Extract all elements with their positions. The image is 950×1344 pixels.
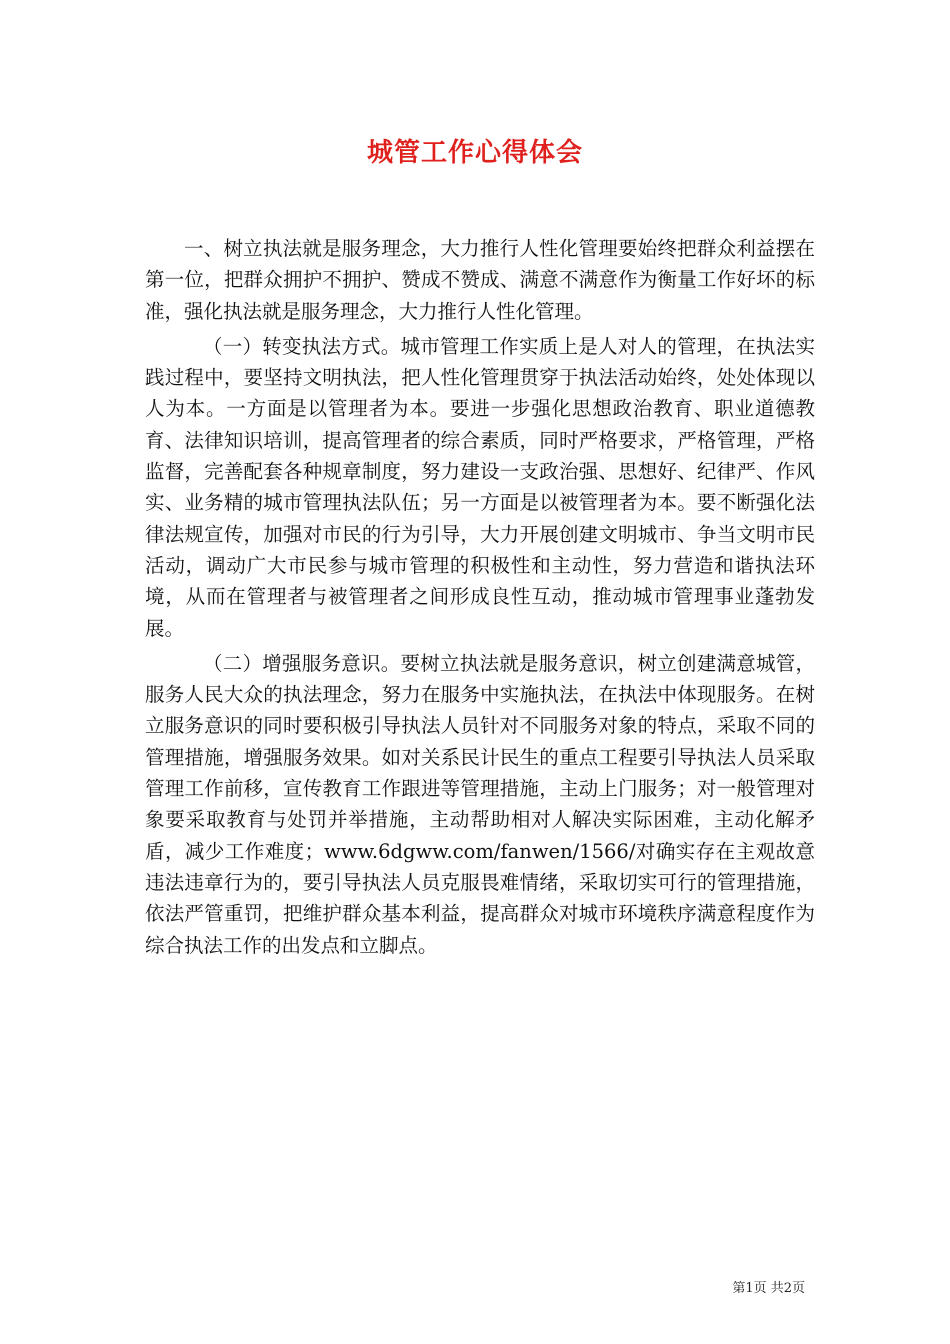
document-title: 城管工作心得体会 [366,138,583,168]
paragraph-2: （一）转变执法方式。城市管理工作实质上是人对人的管理，在执法实践过程中，要坚持文明执法，把人性化管理贯穿于执法活动始终，处处体现以人为本。一方面是以管理者为本。要进一步强化思想政治教育、职业道德教育、法律知识培训，提高管理者的综合素质，同时严格要求，严格管理，严格监督，完善配套各种规章制度，努力建设一支政治强、思想好、纪律严、作风实、业务精的城市管理执法队伍；另一方面是以被管理者为本。要不断强化法律法规宣传，加强对市民的行为引导，大力开展创建文明城市、争当文明市民活动，调动广大市民参与城市管理的积极性和主动性，努力营造和谐执法环境，从而在管理者与被管理者之间形成良性互动，推动城市管理事业蓬勃发展。 [145,334,815,640]
page-number: 第1页 共2页 [732,1281,805,1296]
document-body [145,233,815,965]
paragraph-3: （二）增强服务意识。要树立执法就是服务意识，树立创建满意城管，服务人民大众的执法理念，努力在服务中实施执法，在执法中体现服务。在树立服务意识的同时要积极引导执法人员针对不同服务对象的特点，采取不同的管理措施，增强服务效果。如对关系民计民生的重点工程要引导执法人员采取管理工作前移，宣传教育工作跟进等管理措施，主动上门服务；对一般管理对象要采取教育与处罚并举措施，主动帮助相对人解决实际困难，主动化解矛盾，减少工作难度；www.6dgww.com/fanwen/1566/对确实存在主观故意违法违章行为的，要引导执法人员克服畏难情绪，采取切实可行的管理措施，依法严管重罚，把维护群众基本利益，提高群众对城市环境秩序满意程度作为综合执法工作的出发点和立脚点。 [145,651,815,957]
paragraph-1: 一、树立执法就是服务理念，大力推行人性化管理要始终把群众利益摆在第一位，把群众拥护不拥护、赞成不赞成、满意不满意作为衡量工作好坏的标准，强化执法就是服务理念，大力推行人性化管理。 [145,237,815,323]
